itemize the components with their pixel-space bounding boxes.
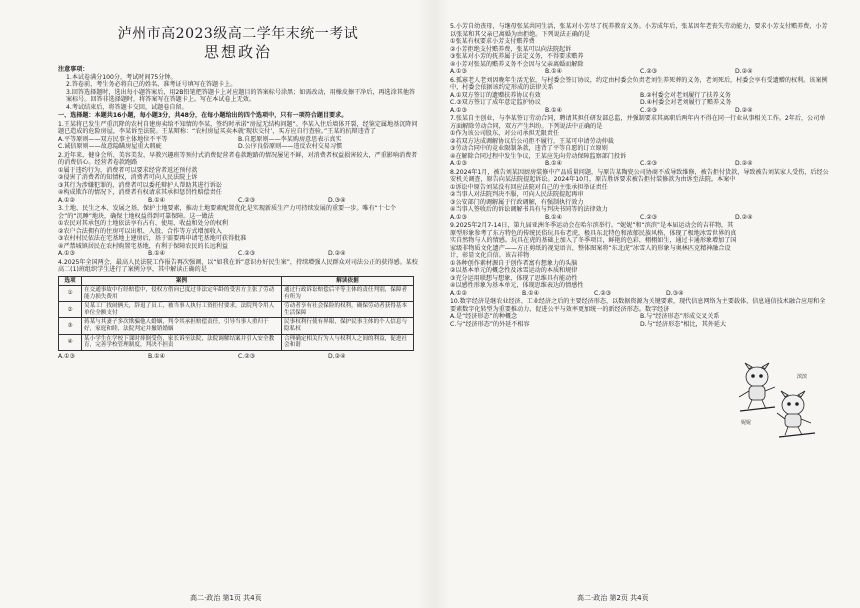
mascot-caption: 妮妮 <box>741 420 752 426</box>
statement: ②侵害了消费者的知情权，消费者可向人民法院上诉 <box>58 174 198 181</box>
option-a: A.①② <box>58 196 75 204</box>
options <box>450 313 830 328</box>
statement: ①作为该公司股东，对公司承担无限责任 <box>450 130 560 137</box>
column-header: 选项 <box>59 276 82 286</box>
question-4 <box>58 259 418 361</box>
option-c: C.②③ <box>238 250 256 257</box>
notice-title: 注意事项： <box>58 66 89 73</box>
option-b: B.①④ <box>545 106 563 114</box>
option-a: A.①③ <box>450 68 467 75</box>
option-d: D.②④ <box>735 213 753 221</box>
statement: ②当事人对法院判决不服，可向人民法院提起再审 <box>450 191 584 198</box>
question-stem: 9.2025年2月7-14日，第九届亚洲冬季运动会在哈尔滨举行。“妮妮”和“滨滨”是本届运动会的吉祥物，其原型形象参考了东方特色的传统民俗玩具布老虎，极具东北特色和浓郁民族风格，体现了极地冰雪世界的真实自然物与人的情感。玩具在虎的基础上加入了冬季项目，鲜艳的色彩，栩栩如生，通过卡通形象增加了国家级非物质文化遗产——方正剪纸的视觉语言，整体图案将“东北虎”冰雪人的形象与奥林匹克精神融合设计，彰显文化自信。该吉祥物 <box>450 222 737 259</box>
option-a: A.①③ <box>58 250 75 257</box>
case-table <box>58 276 414 351</box>
statement: ③其行为涉嫌犯罪的，消费者可以委托辩护人帮助其进行诉讼 <box>58 181 222 189</box>
mascot-illustration <box>735 361 823 439</box>
option-c: C.②③ <box>640 213 658 221</box>
option-a: A.①③ <box>450 106 467 114</box>
table-row <box>59 302 414 318</box>
question-stem: 10.数字经济是继农业经济、工业经济之后的主要经济形态，以数据资源为关键要素，现代信息网络为主要载体，信息通信技术融合应用和全要素数字化转型为重要推动力，促进公平与效率更加统一的新经济形态。数字经济 <box>450 298 826 313</box>
option-c: C.②③ <box>640 106 658 114</box>
statement: ③充分运用联想与想象，体现了思维具有能动性 <box>450 274 578 282</box>
section-heading: 一、选择题：本题共16小题，每小题3分，共48分，在每小题给出的四个选项中，只有一项符合题目要求。 <box>58 112 348 119</box>
table-cell: ④ <box>59 334 82 350</box>
statement: C.③双方签订了成年意定监护协议 <box>450 99 541 106</box>
page-two <box>450 22 830 608</box>
statement: ②小芳拒绝支付赡养费，张某可以向法院起诉 <box>450 45 572 53</box>
question-2 <box>58 152 418 205</box>
table-row <box>59 318 414 334</box>
statement: ③张某对小芳的抚养属于法定义务，不得要求赡养 <box>450 53 584 60</box>
question-stem: 6.孤寡老人老刘因晚年生活无依，与村委会签订协议，约定由村委会负责老刘生养死葬的义务，老刘死后，村委会享有受遗赠的权利。该案例中，村委会依据该约定形成的法律关系 <box>450 76 828 91</box>
option-a: A.是“经济形态”的种概念 <box>450 313 518 320</box>
option-c: C.②③ <box>238 196 256 204</box>
question-stem: 1.王某将已发生严重沉降的农村自建房卖给不知情的李某，签约时承诺“房屋无结构问题”。李某入住后墙体开裂，经鉴定属地基沉降问题已造成的危险房屋，李某诉至法院。王某辩称：“农村房屋买卖本就‘现状交付’，买方应自行查验。”王某的抗辩违背了 <box>58 120 418 135</box>
notice-item: 2.答卷前，考生务必将自己的姓名、准考证号填写在答题卡上。 <box>66 81 237 88</box>
statement: ①农民对其承包的土地依法享有占有、使用、收益和处分的权利 <box>58 220 228 227</box>
option-d: D.③④ <box>328 196 346 204</box>
table-row <box>59 334 414 350</box>
column-header: 解读依据 <box>282 276 414 286</box>
question-stem: 4.2025年全国两会，最高人民法院工作报告再次强调，以“如我在诉”意识办好民生案”，持续增强人民群众对司法公正的获得感。某校高二(1)班组织学生进行了案例分享，其中解读正确的是 <box>58 258 418 273</box>
exam-title: 泸州市高2023级高二学年末统一考试 <box>117 26 359 42</box>
statement: D.④村委会对老刘履行了赡养义务 <box>640 99 732 106</box>
notice-item: 3.回答选择题时，选出每小题答案后，用2B铅笔把答题卡上对应题目的答案标号涂黑；如需改动，用橡皮擦干净后，再选涂其他答案标号。回答非选择题时，将答案写在答题卡上。写在本试卷上无效。 <box>66 88 416 103</box>
question-7 <box>450 115 830 168</box>
option-d: D.③④ <box>666 289 684 297</box>
question-stem: 3.土地、民生之本、发展之基，保护土地要素，推动土地要素配置优化是实现新质生产力可持续发展的重要一步。唯有“十七个会”的“沉睡”地块，确保土地权益得到可靠保障。这一做法 <box>58 205 397 220</box>
statement: ④在解除合同过程中发生争议，王某应先向劳动保障监察部门投诉 <box>450 152 627 160</box>
table-cell: 民事权利行使有界限，保护民事主体的个人信息与隐私权 <box>282 318 414 334</box>
option-c: C.②③ <box>594 289 612 297</box>
statement: ①诉讼中原告刘某没有回应法院对自己的主张承担举证责任 <box>450 183 608 191</box>
exam-subject: 思想政治 <box>203 43 272 61</box>
statement: ③农村村民依法在宅基地上建房后，基于需要再申请宅基地可获得批准 <box>58 235 247 242</box>
statement: ④当事人签收后的诉讼调解书具有与判决书同等的法律效力 <box>450 206 608 213</box>
option-c: C.诚信原则——故意隐瞒房屋重大瑕疵 <box>58 143 162 150</box>
option-b: B.①④ <box>545 213 563 221</box>
option-a: A.平等原则——双方民事主体地位不平等 <box>58 135 168 143</box>
table-cell: 劳动者享有社会保险的权利，确保劳动者获得基本生活保障 <box>282 302 414 318</box>
question-1 <box>58 121 418 151</box>
table-cell: ③ <box>59 318 82 334</box>
options <box>450 290 738 298</box>
option-a: A.①② <box>450 289 467 297</box>
statement: ④严禁城镇居民在农村购置宅基地，有利于保障农民的长远利益 <box>58 242 228 250</box>
option-d: D.②④ <box>328 250 346 257</box>
statement: A.①双方签订的遗赠扶养协议有效 <box>450 91 541 99</box>
options <box>450 160 830 168</box>
table-cell: 合理确定相关行为人与权利人之间的利益，促进社会和谐 <box>282 334 414 350</box>
option-c: C.②③ <box>238 352 256 360</box>
column-header: 案例 <box>82 276 282 286</box>
notice-list <box>58 74 418 112</box>
question-3 <box>58 205 418 258</box>
options <box>58 353 418 361</box>
statement: ④构成欺诈的情况下，消费者有权请求其承担惩罚性赔偿责任 <box>58 189 222 196</box>
statement: ①张某有权要求小芳支付赡养费 <box>450 38 535 45</box>
page-footer: 高二·政治 第1页 共4页 <box>190 594 262 602</box>
option-a: A.①③ <box>450 213 467 221</box>
option-a: A.①③ <box>58 352 75 360</box>
statement: ①各种创作素材源自于创作者富有想象力的头脑 <box>450 259 578 267</box>
question-10 <box>450 298 830 328</box>
options <box>450 214 830 222</box>
table-header-row <box>59 276 414 286</box>
mascot-icon <box>735 361 823 439</box>
option-b: B.①④ <box>545 68 563 75</box>
options <box>58 250 418 258</box>
statement: ③劳动合同中的竞业限制条款，违背了平等自愿的订立原则 <box>450 145 608 152</box>
page-one <box>58 0 418 608</box>
table-cell: 在交通事故中行经赔偿中，侵权方借向已度过非法定年龄的受害方主张了劳动能力损失费用 <box>82 286 282 302</box>
options <box>58 197 418 205</box>
option-d: D.②④ <box>735 106 753 114</box>
statement: ②若双方达成调解协议后公司拒不履行，王某可申请劳动仲裁 <box>450 137 614 145</box>
options <box>450 107 830 115</box>
page-footer: 高二·政治 第2页 共4页 <box>577 594 649 602</box>
table-cell: 某小学生在学校下课时摔倒受伤，家长诉至法院，法院调解结案并引入安全教育，完善学校管理制度，判决不担责 <box>82 334 282 350</box>
option-d: D.公序良俗原则——违反农村交易习惯 <box>238 143 343 150</box>
option-d: D.②④ <box>735 160 753 167</box>
option-a: A.①③ <box>450 160 467 167</box>
option-b: B.①④ <box>522 289 540 297</box>
options <box>450 68 830 76</box>
statement: ③公安部门的调解属于行政调解，有强制执行效力 <box>450 198 584 206</box>
question-stem: 5.小芳自幼丧母，与继母张某共同生活，张某对小芳尽了抚养教育义务。小芳成年后，张某因年老丧失劳动能力，要求小芳支付赡养费，小芳以张某和其父亲已离婚为由拒绝。下列说法正确的是 <box>450 23 828 38</box>
option-b: B.自愿原则——李某购房意思表示真实 <box>238 135 342 143</box>
statement: ②以基本单元的概念性及冰雪运动的本质和规律 <box>450 267 578 274</box>
statement: ④以感性形象为基本单元，体现思维表达的情感性 <box>450 282 584 289</box>
option-b: B.①④ <box>545 160 563 167</box>
statement: B.②村委会对老刘履行了扶养义务 <box>640 91 731 99</box>
option-d: D.与“经济形态”相比，其外延大 <box>640 320 727 328</box>
question-stem: 8.2024年1月，被告刘某因厨房装修中产品质量问题，与原告某陶瓷公司协商不成导致维修，被告拒付货款，导致被告刘某家人受伤，后经公安机关调查，原告向某法院提起诉讼。2024年10月，原告胜诉要求被告拒付装修款为由诉至法院。本案中 <box>450 168 829 183</box>
option-c: C.与“经济形态”的外延不相容 <box>450 320 530 328</box>
statement: ④小芳对张某的赡养义务不会因与父亲离婚而解除 <box>450 60 584 68</box>
option-c: C.②③ <box>640 68 658 75</box>
page-gutter <box>418 0 450 608</box>
question-stem: 2.近年来，健身会所、美容美发、早教兴趣班等预付式消费促营者卷款跑路的情况屡见不鲜，对消费者权益损害较大，严重影响消费者的消费信心。经营者卷款跑路 <box>58 151 418 166</box>
option-c: C.②③ <box>640 160 658 167</box>
option-b: B.①④ <box>148 196 166 204</box>
question-5 <box>450 23 830 76</box>
question-6 <box>450 77 830 115</box>
table-cell: 通过行政诉讼赔偿后平等主体的责任判别，保障者有所为 <box>282 286 414 302</box>
option-b: B.①④ <box>148 352 166 360</box>
question-8 <box>450 169 830 222</box>
statement: ①属于违约行为，消费者可以要求经营者返还预付款 <box>58 166 198 174</box>
option-b: B.①④ <box>148 250 166 257</box>
table-cell: 吴某工厂找闹俩天，辞退了员工，被当事人执行工资拒付要求，法院判令用人单位全额支付 <box>82 302 282 318</box>
notice-item: 4.考试结束后，将答题卡交回，试题卷自留。 <box>66 103 188 111</box>
notice-item: 1.本试卷满分100分，考试时间75分钟。 <box>66 73 177 81</box>
table-cell: ② <box>59 302 82 318</box>
question-stem: 7.张某自主创业，与李某签订劳动合同，聘请其担任研发部总监，并强制要求其离职后两年内不得在同一行业从事相关工作。2年后，公司单方面解除劳动合同，双方产生纠纷。下列说法中正确的是 <box>450 115 826 130</box>
option-b: B.与“经济形态”形成交叉关系 <box>640 313 720 320</box>
table-row <box>59 286 414 302</box>
option-d: D.②④ <box>735 68 753 75</box>
table-cell: ① <box>59 286 82 302</box>
statement: ②农户合法拥有的住房可以出租、入股、合作等方式增加收入 <box>58 227 222 235</box>
mascot-caption: 滨滨 <box>797 374 808 380</box>
statements <box>450 92 830 107</box>
option-d: D.②④ <box>328 352 346 360</box>
options <box>58 136 418 151</box>
table-cell: 蒋某与其妻子多次欺骗他人婚姻，判令其承担赔偿责任，引导当事人重归于好，家庭和睦，法院判定并撤销婚姻 <box>82 318 282 334</box>
question-9 <box>450 222 830 297</box>
